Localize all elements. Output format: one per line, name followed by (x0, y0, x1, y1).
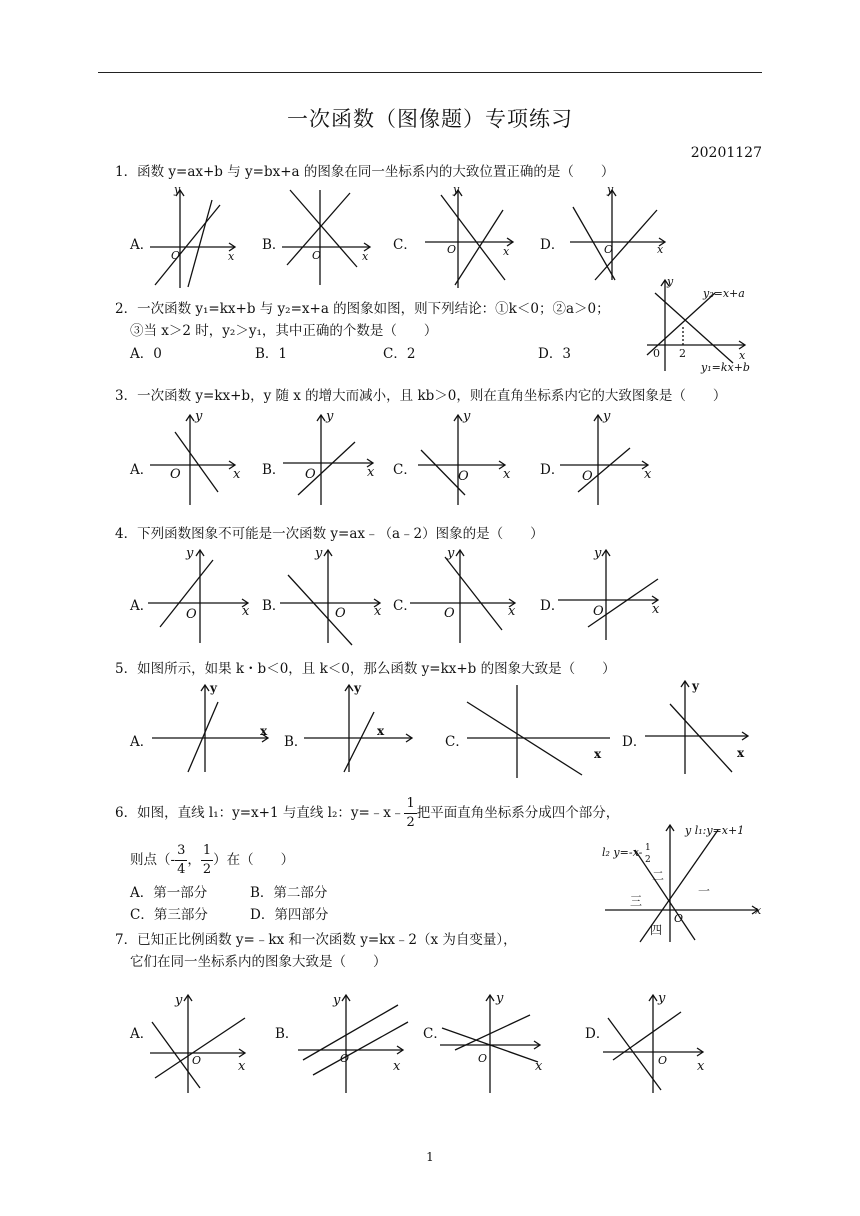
axis-y-label: y (594, 546, 602, 561)
q6-figure (600, 820, 765, 945)
axis-x-label: x (644, 467, 652, 482)
axis-x-label: x (755, 904, 762, 917)
axis-origin: O (335, 606, 346, 621)
q3-option-c-label: C． (393, 462, 417, 478)
q6-frac-den: 2 (406, 815, 415, 830)
q4-option-c-label: C． (393, 598, 417, 614)
axis-y-label: y (447, 546, 455, 561)
q6-line2-pre: 则点（- (130, 852, 176, 868)
axis-x-label: x (535, 1059, 543, 1074)
axis-x-label: x (697, 1059, 705, 1074)
header-rule (98, 72, 762, 73)
axis-x-label: x (233, 467, 241, 482)
axis-x-label: x (594, 747, 602, 761)
q6-option-b: B．第二部分 (250, 885, 328, 901)
q2-line-label-y2: y₂=x+a (703, 287, 745, 300)
q5-option-c-graph (462, 680, 612, 780)
axis-x-label: x (503, 467, 511, 482)
q2-line-label-y1: y₁=kx+b (701, 361, 750, 374)
q6-text-post: 把平面直角坐标系分成四个部分， (416, 805, 620, 821)
question-2-line-1: 2．一次函数 y₁=kx+b 与 y₂=x+a 的图象如图，则下列结论：①k＜0；②a＞0； (115, 301, 610, 317)
q3-option-c-graph (413, 410, 513, 510)
axis-origin: O (593, 604, 604, 619)
q6-p-num2: 1 (201, 842, 213, 861)
q4-option-c-graph (410, 545, 520, 645)
question-5-text: 5．如图所示，如果 k・b＜0，且 k＜0，那么函数 y=kx+b 的图象大致是（ ） (115, 661, 616, 677)
q7-option-b-graph (298, 990, 408, 1095)
q6-fraction-half (404, 795, 416, 832)
q6-option-a: A．第一部分 (130, 885, 208, 901)
q3-option-d-graph (560, 410, 660, 510)
q7-option-d-label: D． (585, 1026, 610, 1042)
axis-origin: O (444, 606, 455, 621)
axis-y-label: y (658, 991, 666, 1006)
axis-x-label: x (503, 245, 510, 258)
axis-y-label: y (453, 183, 460, 196)
q3-option-d-label: D． (540, 462, 565, 478)
q1-option-d-label: D． (540, 237, 565, 253)
q3-option-a-label: A． (130, 462, 154, 478)
q6-p-sep: ， (187, 852, 201, 868)
q5-option-b-graph (302, 680, 417, 775)
axis-x-label: x (362, 250, 369, 263)
axis-y-label: y (463, 409, 471, 424)
q7-option-b-label: B． (275, 1026, 299, 1042)
q6-region-2: 二 (652, 869, 665, 883)
axis-origin: O (582, 469, 593, 484)
q6-region-4: 四 (650, 923, 663, 937)
q2-origin-label: 0 (653, 347, 660, 360)
q6-fig-half-den: 2 (645, 855, 651, 865)
q6-frac-num: 1 (404, 795, 416, 814)
axis-y-label: y (315, 546, 323, 561)
axis-y-label: y (186, 546, 194, 561)
q6-label-l1: y l₁:y=x+1 (685, 824, 745, 837)
q4-option-d-label: D． (540, 598, 565, 614)
axis-x-label: x (393, 1059, 401, 1074)
q1-option-c-label: C． (393, 237, 417, 253)
q3-option-a-graph (150, 410, 250, 510)
q7-option-a-graph (150, 990, 255, 1095)
axis-y-label: y (210, 681, 217, 695)
axis-origin: O (604, 243, 614, 256)
page-number: 1 (426, 1150, 434, 1164)
axis-origin: O (674, 912, 684, 925)
page-title: 一次函数（图像题）专项练习 (287, 107, 573, 131)
question-1-text: 1．函数 y=ax+b 与 y=bx+a 的图象在同一坐标系内的大致位置正确的是（ ） (115, 164, 615, 180)
q5-option-c-label: C． (445, 734, 469, 750)
axis-x-label: x (652, 602, 660, 617)
q3-option-b-graph (283, 410, 383, 510)
q6-p-den1: 4 (177, 862, 186, 877)
axis-y-label: y (195, 409, 203, 424)
q7-option-c-graph (440, 990, 550, 1095)
axis-origin: O (458, 469, 469, 484)
q5-option-a-graph (150, 680, 275, 775)
q6-point-x-frac (175, 842, 187, 879)
axis-origin: O (447, 243, 457, 256)
q6-text-pre: 6．如图，直线 l₁：y=x+1 与直线 l₂：y=﹣x﹣ (115, 805, 405, 821)
q1-option-b-label: B． (262, 237, 286, 253)
q2-figure (645, 275, 760, 375)
axis-origin: O (170, 467, 181, 482)
q6-region-3: 三 (630, 894, 643, 908)
date-label: 20201127 (690, 145, 762, 161)
axis-y-label: y (603, 409, 611, 424)
q1-option-c-graph (413, 185, 518, 290)
axis-origin: O (305, 467, 316, 482)
axis-origin: O (186, 607, 197, 622)
q4-option-d-graph (558, 545, 663, 645)
axis-origin: O (192, 1054, 202, 1067)
q6-option-c: C．第三部分 (130, 907, 208, 923)
q2-option-c: C．2 (383, 346, 416, 362)
axis-x-label: x (739, 349, 746, 362)
q7-option-c-label: C． (423, 1026, 447, 1042)
axis-x-label: x (737, 746, 745, 760)
q6-point-y-frac (201, 842, 213, 879)
q4-option-b-label: B． (262, 598, 286, 614)
axis-x-label: x (374, 604, 382, 619)
axis-y-label: y (354, 681, 361, 695)
q5-option-b-label: B． (284, 734, 308, 750)
q2-option-a: A．0 (130, 346, 162, 362)
question-2-line-2: ③当 x＞2 时，y₂＞y₁，其中正确的个数是（ ） (130, 323, 438, 339)
question-7-line-2: 它们在同一坐标系内的图象大致是（ ） (130, 954, 387, 970)
axis-x-label: x (367, 465, 375, 480)
q6-p-num1: 3 (175, 842, 187, 861)
axis-x-label: x (657, 243, 664, 256)
q6-fig-half-num: 1 (645, 843, 651, 853)
q5-option-d-graph (640, 676, 755, 776)
axis-x-label: x (260, 724, 268, 738)
q5-option-d-label: D． (622, 734, 647, 750)
q6-p-den2: 2 (202, 862, 212, 877)
axis-y-label: y (174, 183, 181, 196)
axis-x-label: x (228, 250, 235, 263)
axis-y-label: y (692, 679, 699, 693)
axis-origin: O (478, 1052, 488, 1065)
axis-y-label: y (607, 183, 614, 196)
axis-y-label: y (667, 275, 674, 288)
q7-option-d-graph (603, 990, 713, 1095)
q4-option-a-label: A． (130, 598, 154, 614)
axis-origin: O (312, 249, 322, 262)
axis-x-label: x (508, 604, 516, 619)
axis-origin: O (658, 1054, 668, 1067)
axis-y-label: y (175, 993, 183, 1008)
question-6-line-1 (115, 795, 619, 832)
axis-origin: O (171, 249, 181, 262)
axis-x-label: x (242, 604, 250, 619)
axis-y-label: y (326, 409, 334, 424)
axis-y-label: y (496, 991, 504, 1006)
q4-option-b-graph (280, 545, 385, 645)
q7-option-a-label: A． (130, 1026, 154, 1042)
question-6-line-2 (130, 842, 294, 879)
axis-y-label: y (333, 993, 341, 1008)
q2-tick-label: 2 (679, 347, 686, 360)
q1-option-a-label: A． (130, 237, 154, 253)
q2-option-b: B．1 (255, 346, 288, 362)
q2-option-d: D．3 (538, 346, 571, 362)
question-3-text: 3．一次函数 y=kx+b，y 随 x 的增大而减小，且 kb＞0，则在直角坐标系内它的大致图象是（ ） (115, 388, 727, 404)
q6-region-1: 一 (698, 884, 711, 898)
axis-x-label: x (377, 724, 385, 738)
axis-x-label: x (238, 1059, 246, 1074)
q6-line2-post: ）在（ ） (213, 852, 295, 868)
q3-option-b-label: B． (262, 462, 286, 478)
axis-origin: O (340, 1052, 350, 1065)
q6-label-l2: l₂ y=-x- (602, 846, 643, 859)
question-7-line-1: 7．已知正比例函数 y=﹣kx 和一次函数 y=kx﹣2（x 为自变量）， (115, 932, 517, 948)
q1-option-b-graph (282, 185, 377, 290)
q4-option-a-graph (148, 545, 253, 645)
q5-option-a-label: A． (130, 734, 154, 750)
q1-option-a-graph (150, 185, 245, 290)
q6-option-d: D．第四部分 (250, 907, 329, 923)
question-4-text: 4．下列函数图象不可能是一次函数 y=ax﹣（a﹣2）图象的是（ ） (115, 526, 544, 542)
